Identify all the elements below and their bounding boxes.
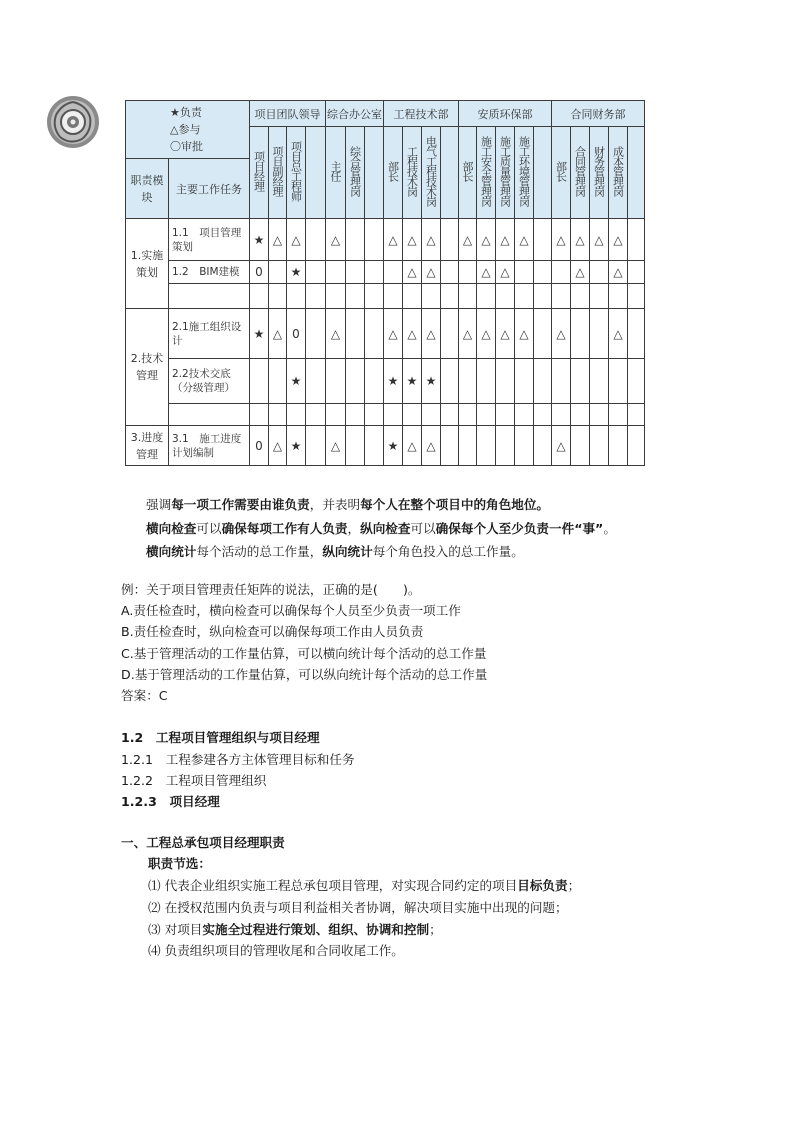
mark-cell: 0: [250, 261, 269, 284]
mark-cell: [552, 404, 571, 426]
section-1-2-2: 1.2.2 工程项目管理组织: [121, 773, 267, 788]
mark-cell: △: [477, 261, 496, 284]
mark-cell: [590, 359, 609, 404]
role-header: [269, 127, 287, 219]
role-label: 电气工程技术岗: [424, 136, 438, 206]
mark-cell: △: [422, 219, 441, 261]
mark-cell: [459, 284, 477, 309]
matrix-row: [126, 261, 645, 284]
mark-cell: [609, 359, 628, 404]
mark-cell: ★: [287, 261, 306, 284]
group-safety: 安质环保部: [459, 101, 552, 127]
mark-cell: [365, 404, 384, 426]
mark-cell: △: [269, 309, 287, 359]
role-label: 工程技术岗: [405, 146, 419, 196]
module-cell: 2.技术管理: [126, 309, 169, 426]
example-question: 例：关于项目管理责任矩阵的说法，正确的是( )。: [121, 582, 421, 597]
group-finance: 合同财务部: [552, 101, 645, 127]
mark-cell: [365, 359, 384, 404]
mark-cell: [477, 359, 496, 404]
mark-cell: [515, 359, 534, 404]
mark-cell: △: [326, 309, 346, 359]
mark-cell: △: [515, 309, 534, 359]
mark-cell: [346, 426, 365, 466]
mark-cell: ★: [422, 359, 441, 404]
mark-cell: [441, 404, 459, 426]
mark-cell: [571, 284, 590, 309]
matrix-row: [126, 359, 645, 404]
role-header: [250, 127, 269, 219]
mark-cell: △: [496, 219, 515, 261]
mark-cell: 0: [250, 426, 269, 466]
mark-cell: [326, 404, 346, 426]
mark-cell: △: [609, 261, 628, 284]
mark-cell: △: [552, 219, 571, 261]
mark-cell: [590, 261, 609, 284]
mark-cell: [628, 309, 645, 359]
mark-cell: [287, 284, 306, 309]
mark-cell: [609, 426, 628, 466]
mark-cell: [628, 426, 645, 466]
mark-cell: [384, 261, 403, 284]
mark-cell: △: [403, 309, 422, 359]
mark-cell: [609, 284, 628, 309]
mark-cell: [496, 359, 515, 404]
mark-cell: [269, 261, 287, 284]
role-label: 部长: [461, 161, 474, 181]
mark-cell: [609, 404, 628, 426]
module-cell: 1.实施策划: [126, 219, 169, 309]
mark-cell: [477, 284, 496, 309]
mark-cell: △: [609, 219, 628, 261]
task-cell: 1.1 项目管理策划: [169, 219, 250, 261]
mark-cell: [628, 261, 645, 284]
mark-cell: ★: [250, 309, 269, 359]
mark-cell: [441, 309, 459, 359]
role-header: [515, 127, 534, 219]
role-header: [571, 127, 590, 219]
mark-cell: [365, 219, 384, 261]
mark-cell: [590, 284, 609, 309]
summary-line-1: 强调每一项工作需要由谁负责，并表明每个人在整个项目中的角色地位。: [146, 497, 549, 512]
role-label: 主任: [329, 161, 342, 181]
mark-cell: △: [477, 309, 496, 359]
mark-cell: △: [326, 426, 346, 466]
role-header: [590, 127, 609, 219]
mark-cell: [628, 404, 645, 426]
mark-cell: [552, 284, 571, 309]
mark-cell: [534, 426, 552, 466]
role-header: [628, 127, 645, 219]
section-1-2-1: 1.2.1 工程参建各方主体管理目标和任务: [121, 752, 355, 767]
mark-cell: [515, 426, 534, 466]
mark-cell: [403, 404, 422, 426]
mark-cell: [306, 426, 326, 466]
mark-cell: [590, 309, 609, 359]
group-engineering: 工程技术部: [384, 101, 459, 127]
role-label: 施工质量管理岗: [498, 136, 512, 206]
duty-subtitle: 职责节选：: [148, 856, 211, 871]
task-cell: 2.1施工组织设计: [169, 309, 250, 359]
matrix-row: [126, 219, 645, 261]
module-cell: 3.进度管理: [126, 426, 169, 466]
mark-cell: 0: [287, 309, 306, 359]
mark-cell: ★: [287, 359, 306, 404]
mark-cell: △: [459, 219, 477, 261]
mark-cell: [571, 404, 590, 426]
mark-cell: [534, 359, 552, 404]
mark-cell: △: [384, 219, 403, 261]
mark-cell: [441, 359, 459, 404]
role-label: 项目经理: [252, 151, 266, 191]
role-header: [287, 127, 306, 219]
role-label: 综合管理岗: [348, 146, 362, 196]
mark-cell: [346, 219, 365, 261]
mark-cell: [441, 426, 459, 466]
mark-cell: [250, 284, 269, 309]
spiral-logo-icon: [46, 95, 100, 149]
mark-cell: [306, 359, 326, 404]
legend-participate: △参与: [170, 123, 201, 136]
mark-cell: [552, 359, 571, 404]
matrix-row: [126, 426, 645, 466]
mark-cell: [477, 404, 496, 426]
role-label: 部长: [386, 161, 400, 181]
mark-cell: [477, 426, 496, 466]
role-label: 项目副经理: [271, 146, 284, 196]
duty-item-2: ⑵ 在授权范围内负责与项目利益相关者协调，解决项目实施中出现的问题；: [148, 900, 568, 915]
mark-cell: [496, 284, 515, 309]
task-cell: 1.2 BIM建模: [169, 261, 250, 284]
mark-cell: [422, 404, 441, 426]
mark-cell: △: [515, 219, 534, 261]
mark-cell: [628, 219, 645, 261]
mark-cell: △: [269, 219, 287, 261]
mark-cell: [306, 309, 326, 359]
mark-cell: △: [287, 219, 306, 261]
mark-cell: [326, 261, 346, 284]
mark-cell: [590, 404, 609, 426]
mark-cell: [422, 284, 441, 309]
role-header: [496, 127, 515, 219]
mark-cell: [403, 284, 422, 309]
mark-cell: △: [571, 219, 590, 261]
mark-cell: [459, 426, 477, 466]
mark-cell: [384, 404, 403, 426]
mark-cell: [441, 261, 459, 284]
section-1-2: 1.2 工程项目管理组织与项目经理: [121, 730, 320, 745]
mark-cell: [326, 284, 346, 309]
mark-cell: [515, 261, 534, 284]
section-1-2-3: 1.2.3 项目经理: [121, 794, 220, 809]
mark-cell: △: [496, 309, 515, 359]
responsibility-matrix: [125, 100, 645, 466]
mark-cell: △: [422, 426, 441, 466]
duty-item-1: ⑴ 代表企业组织实施工程总承包项目管理，对实现合同约定的项目目标负责；: [148, 878, 581, 893]
mark-cell: [441, 219, 459, 261]
example-answer: 答案：C: [121, 688, 168, 703]
role-header: [384, 127, 403, 219]
mark-cell: [534, 261, 552, 284]
duty-title: 一、工程总承包项目经理职责: [121, 835, 285, 850]
mark-cell: [459, 404, 477, 426]
matrix-row: [126, 284, 645, 309]
task-cell: 2.2技术交底（分级管理）: [169, 359, 250, 404]
role-header: [534, 127, 552, 219]
task-cell: 3.1 施工进度计划编制: [169, 426, 250, 466]
mark-cell: △: [477, 219, 496, 261]
legend-approve: 〇审批: [170, 140, 203, 153]
summary-line-2: 横向检查可以确保每项工作有人负责，纵向检查可以确保每个人至少负责一件“事”。: [146, 521, 616, 536]
mark-cell: △: [571, 261, 590, 284]
mark-cell: [534, 284, 552, 309]
role-label: 施工环境管理岗: [517, 136, 531, 206]
matrix-row: [126, 309, 645, 359]
role-label: 项目总工程师: [289, 141, 303, 201]
group-office: 综合办公室: [326, 101, 384, 127]
mark-cell: [590, 426, 609, 466]
mark-cell: [250, 359, 269, 404]
mark-cell: △: [552, 426, 571, 466]
role-label: 成本管理岗: [611, 146, 625, 196]
mark-cell: [306, 219, 326, 261]
mark-cell: [269, 284, 287, 309]
mark-cell: [306, 261, 326, 284]
mark-cell: [346, 359, 365, 404]
mark-cell: △: [590, 219, 609, 261]
mark-cell: △: [459, 309, 477, 359]
mark-cell: △: [552, 309, 571, 359]
mark-cell: [534, 219, 552, 261]
role-header: [326, 127, 346, 219]
duty-item-3: ⑶ 对项目实施全过程进行策划、组织、协调和控制；: [148, 922, 442, 937]
mark-cell: [306, 404, 326, 426]
mark-cell: ★: [250, 219, 269, 261]
summary-line-3: 横向统计每个活动的总工作量，纵向统计每个角色投入的总工作量。: [146, 544, 524, 559]
mark-cell: [628, 359, 645, 404]
mark-cell: [250, 404, 269, 426]
example-option-d: D.基于管理活动的工作量估算，可以纵向统计每个活动的总工作量: [121, 667, 488, 682]
mark-cell: [515, 404, 534, 426]
role-header: [306, 127, 326, 219]
role-label: 施工安全管理岗: [479, 136, 493, 206]
role-header: [365, 127, 384, 219]
mark-cell: [269, 359, 287, 404]
mark-cell: [346, 261, 365, 284]
mark-cell: △: [384, 309, 403, 359]
mark-cell: [326, 359, 346, 404]
mark-cell: △: [422, 261, 441, 284]
mark-cell: [534, 404, 552, 426]
role-header: [552, 127, 571, 219]
mark-cell: [459, 359, 477, 404]
mark-cell: [515, 284, 534, 309]
mark-cell: [269, 404, 287, 426]
mark-cell: △: [403, 426, 422, 466]
role-header: [609, 127, 628, 219]
role-header: [477, 127, 496, 219]
role-header: [346, 127, 365, 219]
duty-item-4: ⑷ 负责组织项目的管理收尾和合同收尾工作。: [148, 943, 404, 958]
mark-cell: [571, 359, 590, 404]
mark-cell: [365, 284, 384, 309]
legend-responsible: ★负责: [170, 106, 202, 119]
mark-cell: [384, 284, 403, 309]
task-cell: [169, 284, 250, 309]
group-leadership: 项目团队领导: [250, 101, 326, 127]
mark-cell: [459, 261, 477, 284]
mark-cell: △: [326, 219, 346, 261]
mark-cell: [571, 426, 590, 466]
role-header: [422, 127, 441, 219]
mark-cell: △: [403, 261, 422, 284]
example-option-c: C.基于管理活动的工作量估算，可以横向统计每个活动的总工作量: [121, 646, 487, 661]
mark-cell: [441, 284, 459, 309]
mark-cell: ★: [384, 426, 403, 466]
mark-cell: [365, 309, 384, 359]
role-header: [459, 127, 477, 219]
mark-cell: [571, 309, 590, 359]
role-label: 合同管理岗: [573, 146, 587, 196]
role-label: 财务管理岗: [592, 146, 606, 196]
mark-cell: [306, 284, 326, 309]
matrix-legend: [126, 101, 250, 159]
module-header: 职责模块: [126, 159, 169, 219]
mark-cell: △: [496, 261, 515, 284]
mark-cell: [346, 404, 365, 426]
mark-cell: [346, 284, 365, 309]
mark-cell: [496, 426, 515, 466]
example-option-a: A.责任检查时，横向检查可以确保每个人员至少负责一项工作: [121, 603, 461, 618]
mark-cell: ★: [384, 359, 403, 404]
mark-cell: △: [269, 426, 287, 466]
matrix-row: [126, 404, 645, 426]
role-header: [441, 127, 459, 219]
mark-cell: △: [609, 309, 628, 359]
mark-cell: [496, 404, 515, 426]
task-header: 主要工作任务: [169, 159, 250, 219]
role-label: 部长: [554, 161, 568, 181]
mark-cell: [287, 404, 306, 426]
mark-cell: [346, 309, 365, 359]
mark-cell: [628, 284, 645, 309]
mark-cell: [365, 426, 384, 466]
mark-cell: △: [403, 219, 422, 261]
task-cell: [169, 404, 250, 426]
mark-cell: ★: [287, 426, 306, 466]
mark-cell: [365, 261, 384, 284]
mark-cell: [534, 309, 552, 359]
mark-cell: [552, 261, 571, 284]
mark-cell: △: [422, 309, 441, 359]
role-header: [403, 127, 422, 219]
mark-cell: ★: [403, 359, 422, 404]
example-option-b: B.责任检查时，纵向检查可以确保每项工作由人员负责: [121, 624, 424, 639]
